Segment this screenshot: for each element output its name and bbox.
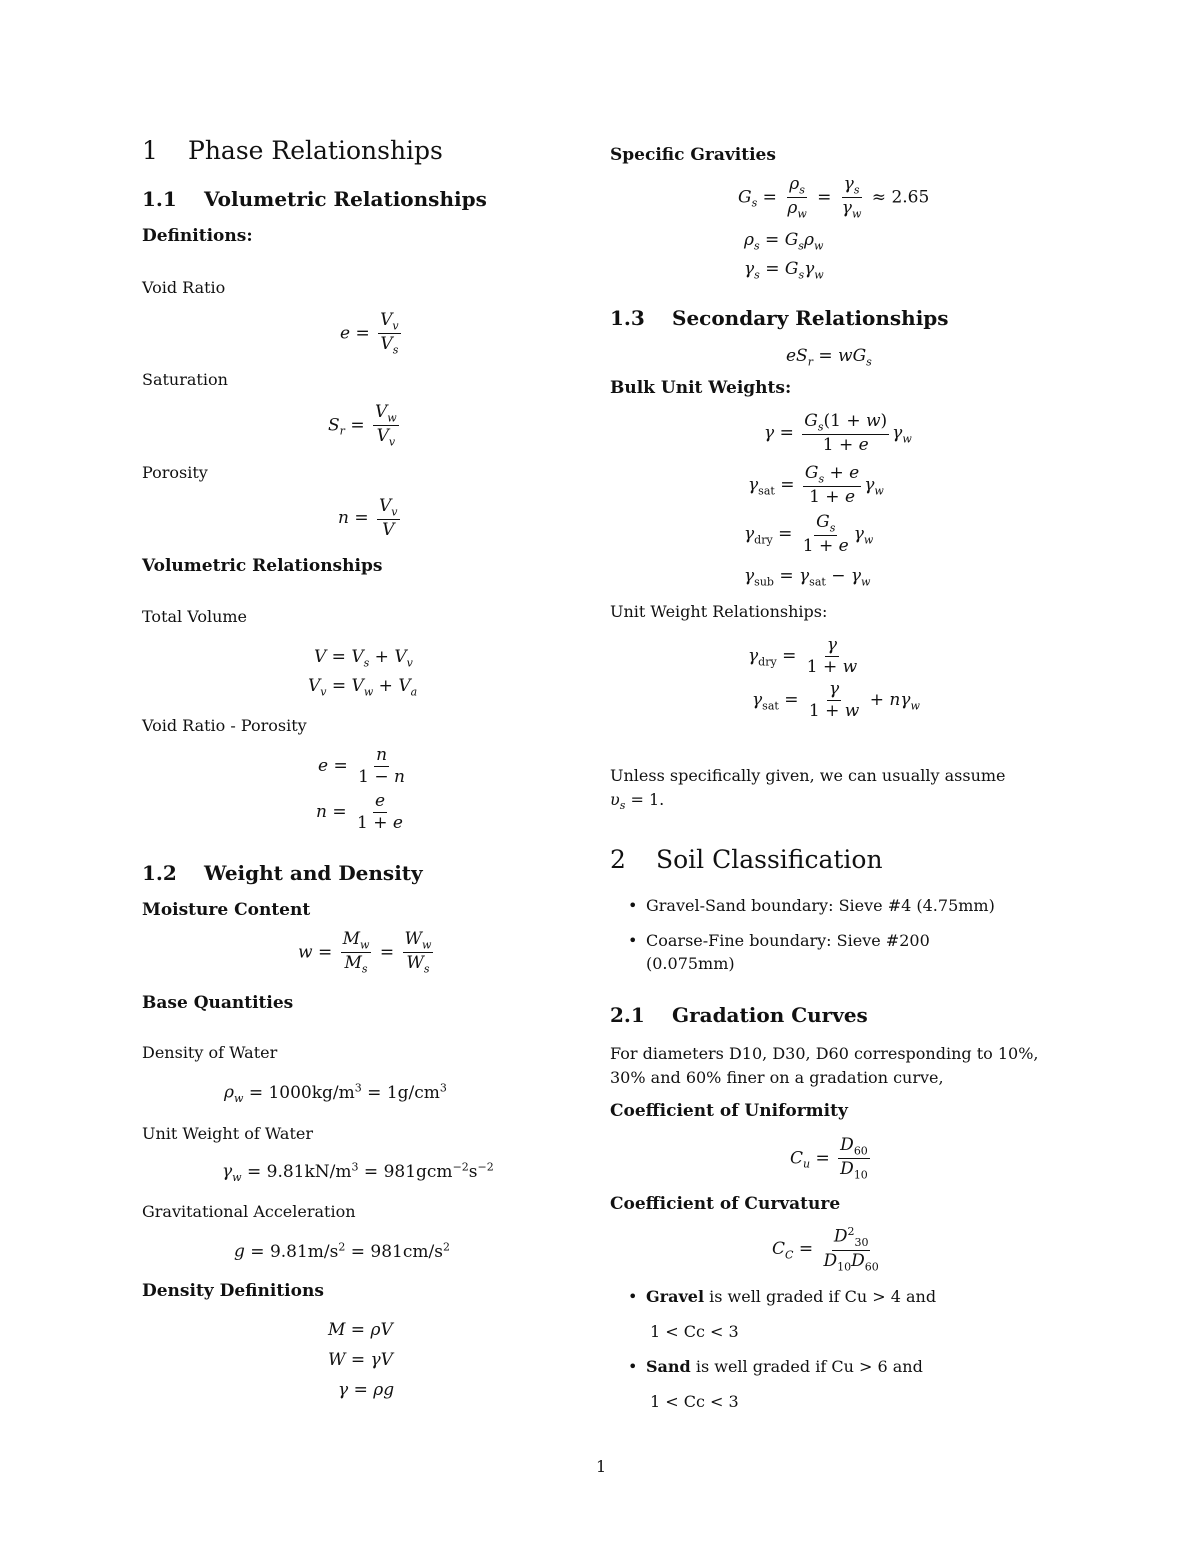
equation-gamma-dry: $\gamma_{dry}$ = $\frac{G_s}{1 + e}$ $\gamma_w$ bbox=[744, 512, 874, 557]
equation-density-water: $\rho_w = 1000kg/m^3 = 1g/cm^3$ bbox=[224, 1081, 447, 1106]
equation-gamma-s: $\gamma_s = G_s\gamma_w$ bbox=[744, 259, 824, 282]
label-unit-weight-rel: Unit Weight Relationships: bbox=[610, 602, 828, 621]
subsection-heading: 1.1 Volumetric Relationships bbox=[142, 187, 487, 211]
paragraph-heading: Volumetric Relationships bbox=[142, 556, 383, 576]
equation-porosity: n = $\frac{V_v}{V}$ bbox=[338, 496, 398, 541]
paragraph-heading: Bulk Unit Weights: bbox=[610, 378, 792, 398]
paragraph-heading: Density Definitions bbox=[142, 1281, 324, 1301]
equation-cu: $C_u$ = $\frac{D_{60}}{D_{10}}$ bbox=[790, 1135, 868, 1182]
equation-void-volume: $V_v = V_w + V_a$ bbox=[308, 676, 418, 699]
bullet-continuation: 1 < Cc < 3 bbox=[650, 1322, 739, 1341]
bullet-item: • Gravel-Sand boundary: Sieve #4 (4.75mm) bbox=[628, 896, 995, 915]
equation-n-from-e: n = $\frac{e}{1 + e}$ bbox=[316, 791, 403, 833]
paragraph-heading: Coefficient of Curvature bbox=[610, 1194, 841, 1214]
paragraph-heading: Moisture Content bbox=[142, 900, 311, 920]
equation-grav-accel: $g = 9.81m/s^2 = 981cm/s^2$ bbox=[234, 1240, 450, 1262]
bullet-item: • Sand is well graded if Cu > 6 and bbox=[628, 1357, 923, 1376]
paragraph-line: 30% and 60% finer on a gradation curve, bbox=[610, 1068, 944, 1087]
subsection-heading: 1.2 Weight and Density bbox=[142, 861, 423, 885]
equation-secondary: $eS_r = wG_s$ bbox=[786, 346, 872, 369]
equation-gamma-sub: $\gamma_{sub} = \gamma_{sat} - \gamma_w$ bbox=[744, 566, 871, 589]
paragraph-heading: Specific Gravities bbox=[610, 145, 776, 165]
label-density-water: Density of Water bbox=[142, 1043, 278, 1062]
equation-mass: M = ρV bbox=[328, 1320, 393, 1340]
subsection-heading: 1.3 Secondary Relationships bbox=[610, 306, 949, 330]
equation-unit-weight-water: $\gamma_w = 9.81kN/m^3 = 981gcm^{-2}s^{-2}$ bbox=[222, 1160, 494, 1185]
bullet-item: • Coarse-Fine boundary: Sieve #200 bbox=[628, 931, 930, 950]
equation-gamma-dry-2: $\gamma_{dry}$ = $\frac{\gamma}{1 + w}$ bbox=[748, 635, 858, 677]
label-void-ratio: Void Ratio bbox=[142, 278, 226, 297]
equation-gamma: γ = ρg bbox=[338, 1380, 395, 1400]
equation-saturation: $S_r$ = $\frac{V_w}{V_v}$ bbox=[328, 402, 397, 449]
equation-cc: $C_C$ = $\frac{D^2_{30}}{D_{10}D_{60}}$ bbox=[772, 1225, 879, 1274]
equation-e-from-n: e = $\frac{n}{1 - n}$ bbox=[318, 745, 405, 787]
section-heading: 2 Soil Classification bbox=[610, 845, 883, 874]
note-line-2: $\upsilon_s = 1$. bbox=[610, 790, 665, 813]
label-total-volume: Total Volume bbox=[142, 607, 248, 626]
equation-rho-s: $\rho_s = G_s\rho_w$ bbox=[744, 230, 824, 253]
equation-bulk-gamma: γ = $\frac{G_s(1 + w)}{1 + e}$ $\gamma_w$ bbox=[764, 411, 912, 456]
bullet-item: • Gravel is well graded if Cu > 4 and bbox=[628, 1287, 937, 1306]
equation-specific-gravity: $G_s$ = $\frac{\rho_s}{\rho_w}$ = $\frac{\gamma_s}{\gamma_w}$ ≈ 2.65 bbox=[738, 174, 930, 221]
paragraph-line: For diameters D10, D30, D60 corresponding to 10%, bbox=[610, 1044, 1039, 1063]
bullet-continuation: (0.075mm) bbox=[646, 954, 735, 973]
label-porosity: Porosity bbox=[142, 463, 208, 482]
paragraph-heading: Definitions: bbox=[142, 226, 253, 246]
equation-gamma-sat: $\gamma_{sat}$ = $\frac{G_s + e}{1 + e}$ $\gamma_w$ bbox=[748, 463, 884, 508]
equation-total-volume: $V = V_s + V_v$ bbox=[314, 647, 413, 670]
paragraph-heading: Base Quantities bbox=[142, 993, 294, 1013]
paragraph-heading: Coefficient of Uniformity bbox=[610, 1101, 848, 1121]
subsection-heading: 2.1 Gradation Curves bbox=[610, 1003, 868, 1027]
label-grav-accel: Gravitational Acceleration bbox=[142, 1202, 356, 1221]
bullet-continuation: 1 < Cc < 3 bbox=[650, 1392, 739, 1411]
equation-gamma-sat-2: $\gamma_{sat}$ = $\frac{\gamma}{1 + w}$ + $n\gamma_w$ bbox=[752, 679, 920, 721]
label-void-porosity: Void Ratio - Porosity bbox=[142, 716, 307, 735]
page-number: 1 bbox=[596, 1457, 607, 1476]
equation-void-ratio: e = $\frac{V_v}{V_s}$ bbox=[340, 310, 399, 357]
label-saturation: Saturation bbox=[142, 370, 228, 389]
section-heading: 1 Phase Relationships bbox=[142, 136, 443, 165]
equation-weight: W = γV bbox=[328, 1350, 393, 1370]
note-line-1: Unless specifically given, we can usually assume bbox=[610, 766, 1006, 785]
equation-moisture: w = $\frac{M_w}{M_s}$ = $\frac{W_w}{W_s}$ bbox=[298, 929, 432, 976]
label-unit-weight-water: Unit Weight of Water bbox=[142, 1124, 313, 1143]
